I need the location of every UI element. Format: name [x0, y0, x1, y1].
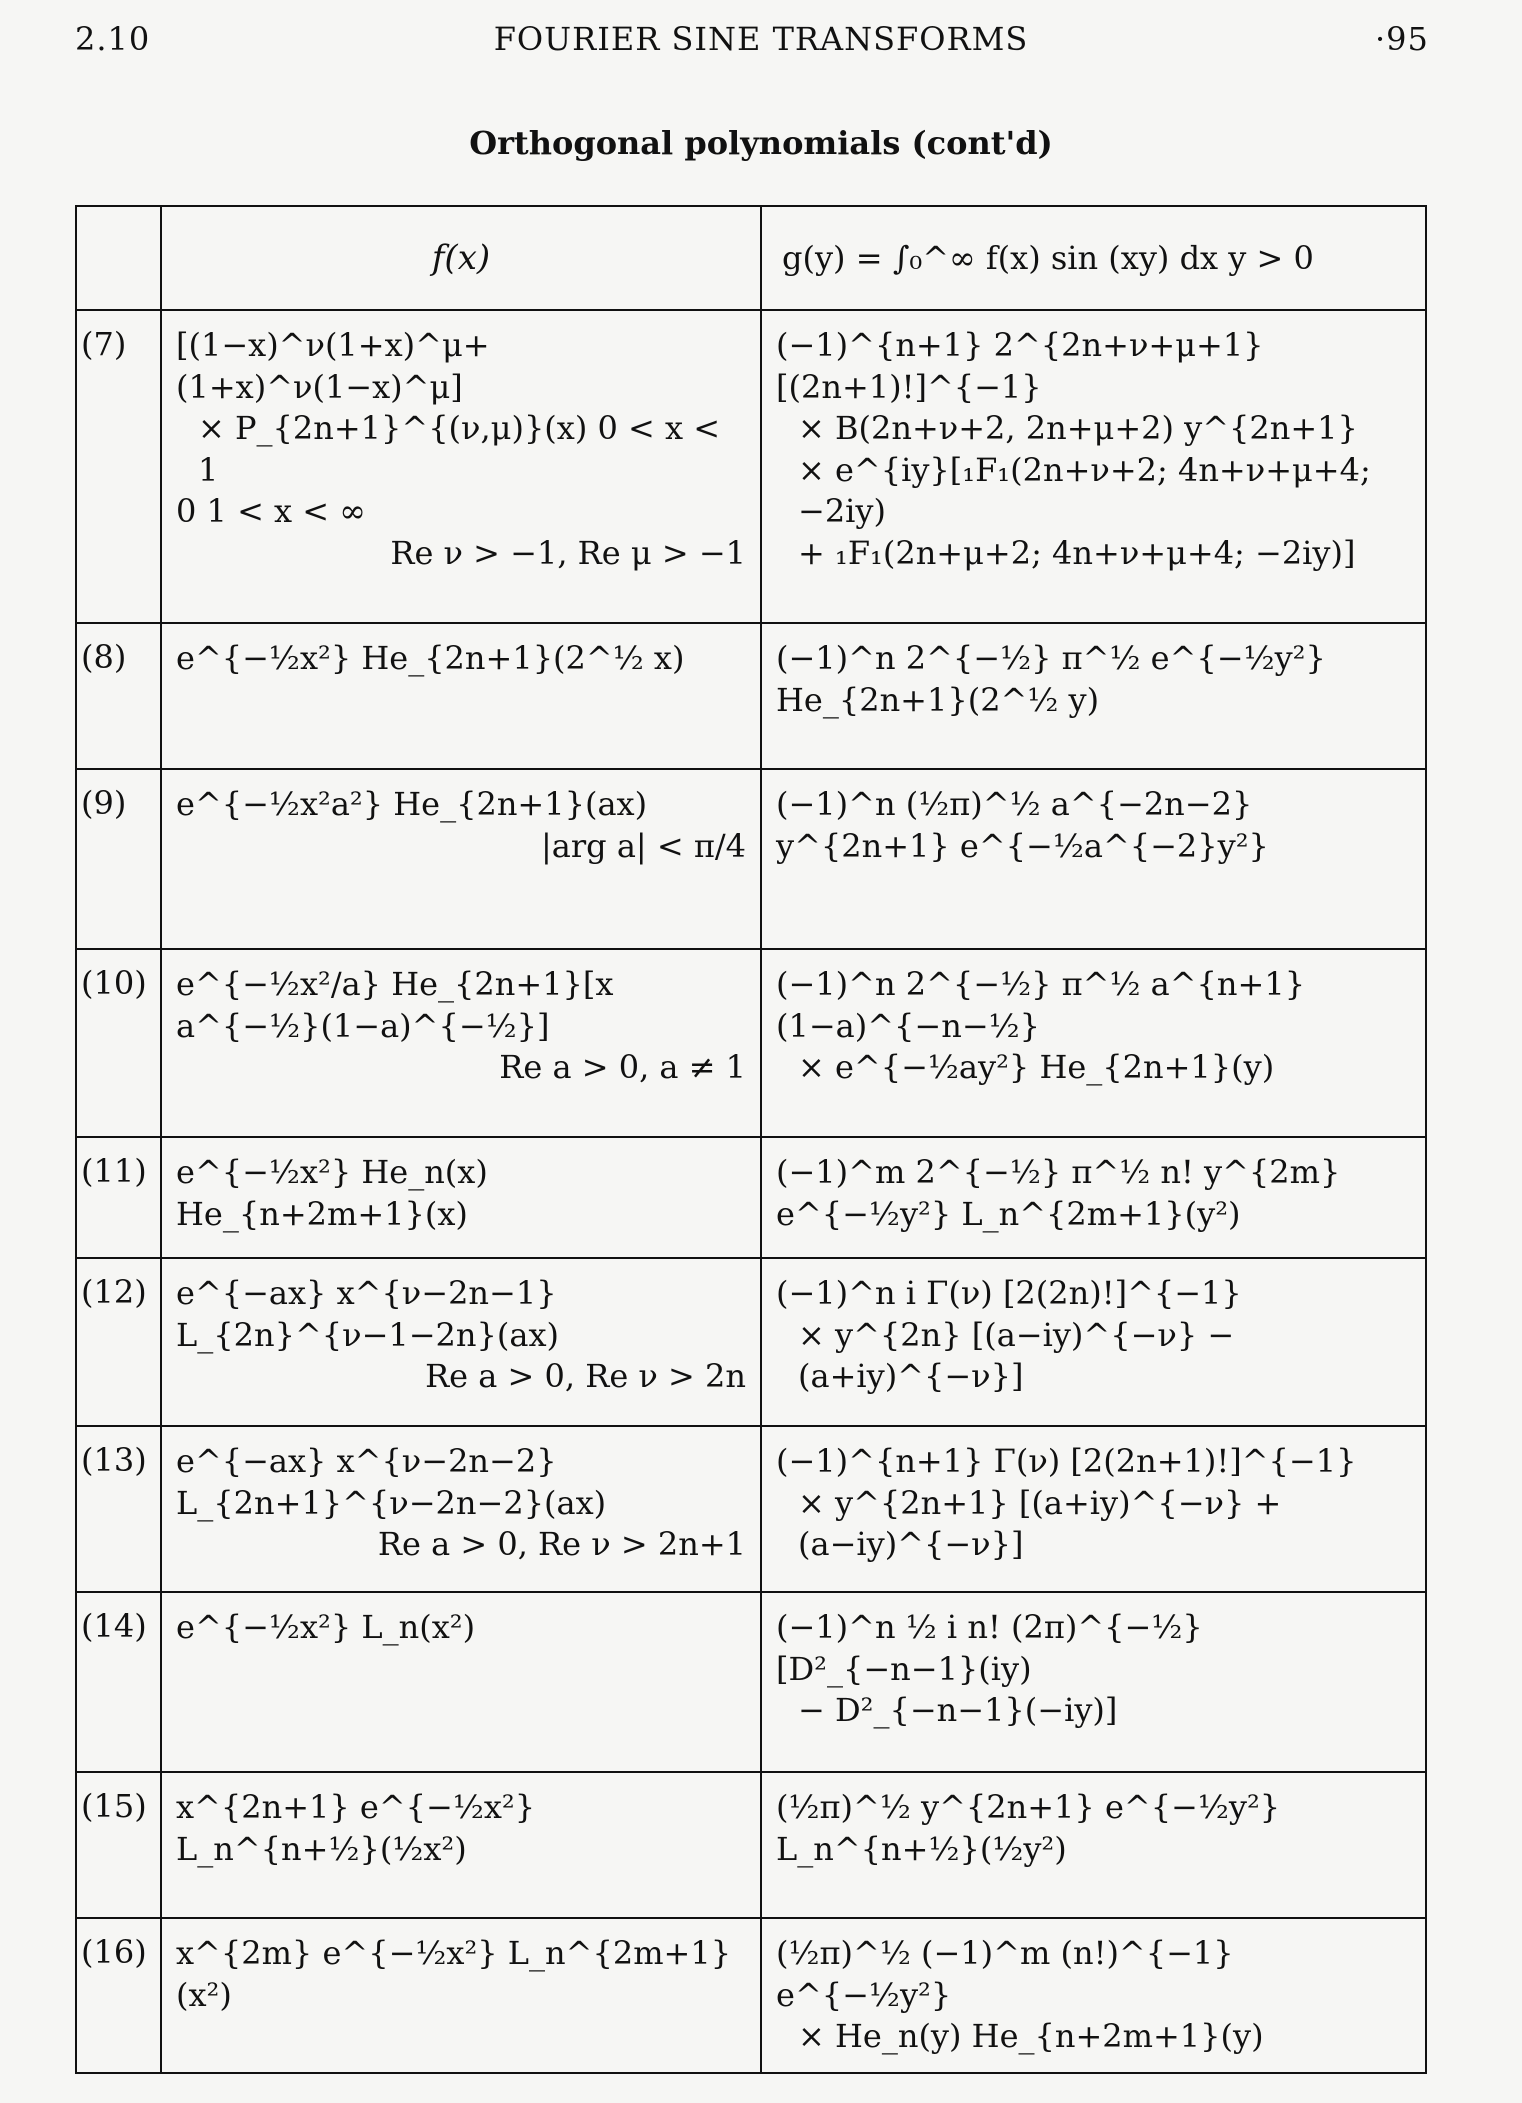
g-line: (½π)^½ y^{2n+1} e^{−½y²} L_n^{n+½}(½y²)	[776, 1788, 1281, 1868]
table-row	[76, 310, 1426, 623]
g-expression	[761, 949, 1426, 1137]
f-line: e^{−½x²} L_n(x²)	[176, 1608, 476, 1646]
transform-table	[75, 205, 1427, 2074]
table-row	[76, 949, 1426, 1137]
header-empty-cell	[76, 206, 161, 310]
f-expression	[161, 310, 761, 623]
table-row	[76, 769, 1426, 949]
f-line: e^{−ax} x^{ν−2n−1} L_{2n}^{ν−1−2n}(ax)	[176, 1274, 559, 1354]
page-number: ·95	[1375, 20, 1429, 58]
g-line: (−1)^n 2^{−½} π^½ a^{n+1}(1−a)^{−n−½}	[776, 965, 1306, 1045]
f-condition: Re ν > −1, Re μ > −1	[390, 533, 746, 572]
f-line: e^{−½x²} He_{2n+1}(2^½ x)	[176, 639, 685, 677]
g-expression	[761, 1137, 1426, 1258]
g-line: × e^{−½ay²} He_{2n+1}(y)	[798, 1048, 1275, 1087]
g-line: (−1)^n i Γ(ν) [2(2n)!]^{−1}	[776, 1274, 1242, 1312]
f-line: × P_{2n+1}^{(ν,μ)}(x) 0 < x < 1	[198, 409, 721, 489]
g-line: × He_n(y) He_{n+2m+1}(y)	[798, 2017, 1264, 2056]
f-line: e^{−ax} x^{ν−2n−2} L_{2n+1}^{ν−2n−2}(ax)	[176, 1442, 607, 1522]
g-line: × B(2n+ν+2, 2n+μ+2) y^{2n+1}	[798, 409, 1358, 448]
g-line: (−1)^n ½ i n! (2π)^{−½} [D²_{−n−1}(iy)	[776, 1608, 1203, 1688]
table-row	[76, 1918, 1426, 2073]
column-header-f: f(x)	[161, 206, 761, 310]
table-row	[76, 1592, 1426, 1772]
g-line: (−1)^m 2^{−½} π^½ n! y^{2m} e^{−½y²} L_n^{2m+1}(y²)	[776, 1153, 1341, 1233]
f-line: e^{−½x²} He_n(x) He_{n+2m+1}(x)	[176, 1153, 488, 1233]
row-number: (8)	[76, 623, 161, 769]
row-number: (11)	[76, 1137, 161, 1258]
f-line: x^{2n+1} e^{−½x²} L_n^{n+½}(½x²)	[176, 1788, 536, 1868]
g-line: + ₁F₁(2n+μ+2; 4n+ν+μ+4; −2iy)]	[798, 533, 1356, 572]
g-line: × y^{2n+1} [(a+iy)^{−ν} + (a−iy)^{−ν}]	[798, 1483, 1282, 1564]
f-line: x^{2m} e^{−½x²} L_n^{2m+1}(x²)	[176, 1934, 732, 2014]
row-number: (16)	[76, 1918, 161, 2073]
row-number: (15)	[76, 1772, 161, 1918]
g-line: (−1)^n 2^{−½} π^½ e^{−½y²} He_{2n+1}(2^½ y)	[776, 639, 1326, 719]
f-condition: Re a > 0, Re ν > 2n+1	[377, 1525, 746, 1564]
row-number: (9)	[76, 769, 161, 949]
column-header-g: g(y) = ∫₀^∞ f(x) sin (xy) dx y > 0	[761, 206, 1426, 310]
g-expression	[761, 1772, 1426, 1918]
f-line: 0 1 < x < ∞	[176, 492, 366, 531]
g-line: × y^{2n} [(a−iy)^{−ν} − (a+iy)^{−ν}]	[798, 1315, 1235, 1396]
f-expression	[161, 623, 761, 769]
page-title: FOURIER SINE TRANSFORMS	[493, 20, 1029, 58]
f-expression	[161, 949, 761, 1137]
table-row	[76, 1772, 1426, 1918]
f-line: e^{−½x²a²} He_{2n+1}(ax)	[176, 785, 648, 823]
f-line: e^{−½x²/a} He_{2n+1}[x a^{−½}(1−a)^{−½}]	[176, 965, 614, 1045]
g-line: (−1)^n (½π)^½ a^{−2n−2} y^{2n+1} e^{−½a^{−2}y²}	[776, 785, 1269, 865]
table-row	[76, 1137, 1426, 1258]
g-expression	[761, 769, 1426, 949]
g-line: (½π)^½ (−1)^m (n!)^{−1} e^{−½y²}	[776, 1934, 1234, 2014]
section-number: 2.10	[75, 20, 151, 58]
row-number: (7)	[76, 310, 161, 623]
f-condition: |arg a| < π/4	[541, 826, 746, 865]
g-line: (−1)^{n+1} 2^{2n+ν+μ+1} [(2n+1)!]^{−1}	[776, 326, 1264, 406]
f-line: [(1−x)^ν(1+x)^μ+(1+x)^ν(1−x)^μ]	[176, 326, 490, 406]
table-row	[76, 623, 1426, 769]
f-condition: Re a > 0, a ≠ 1	[499, 1048, 746, 1087]
f-expression	[161, 1426, 761, 1592]
g-expression	[761, 623, 1426, 769]
g-expression	[761, 1258, 1426, 1426]
row-number: (12)	[76, 1258, 161, 1426]
table-row	[76, 1258, 1426, 1426]
row-number: (13)	[76, 1426, 161, 1592]
row-number: (10)	[76, 949, 161, 1137]
table-header-row	[76, 206, 1426, 310]
f-expression	[161, 1592, 761, 1772]
f-expression	[161, 1137, 761, 1258]
table-row	[76, 1426, 1426, 1592]
g-line: × e^{iy}[₁F₁(2n+ν+2; 4n+ν+μ+4; −2iy)	[798, 450, 1371, 531]
g-expression	[761, 1426, 1426, 1592]
g-line: − D²_{−n−1}(−iy)]	[798, 1691, 1118, 1730]
g-line: (−1)^{n+1} Γ(ν) [2(2n+1)!]^{−1}	[776, 1442, 1357, 1480]
f-condition: Re a > 0, Re ν > 2n	[425, 1357, 746, 1396]
g-expression	[761, 1918, 1426, 2073]
table-subtitle: Orthogonal polynomials (cont'd)	[469, 124, 1053, 162]
f-expression	[161, 1918, 761, 2073]
f-expression	[161, 769, 761, 949]
f-expression	[161, 1772, 761, 1918]
f-expression	[161, 1258, 761, 1426]
row-number: (14)	[76, 1592, 161, 1772]
g-expression	[761, 310, 1426, 623]
g-expression	[761, 1592, 1426, 1772]
